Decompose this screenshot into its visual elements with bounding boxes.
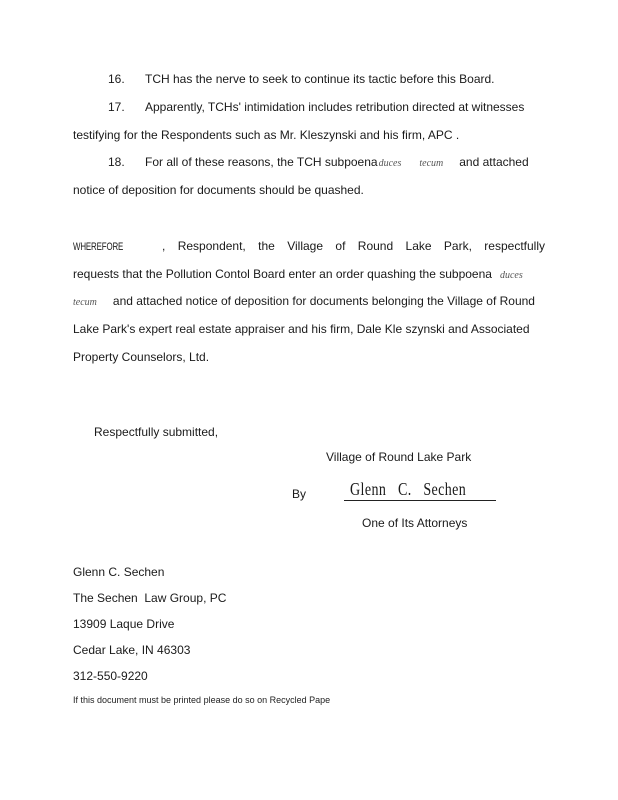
paragraph-17-line-2: testifying for the Respondents such as Mr. Kleszynski and his firm, APC . — [73, 128, 460, 142]
wherefore-line-3-text: and attached notice of deposition for documents belonging the Village of Round — [112, 294, 535, 308]
tecum-italic-2: tecum — [73, 297, 97, 308]
wherefore-line-3 — [73, 294, 535, 308]
paragraph-17-line-1: Apparently, TCHs' intimidation includes retribution directed at witnesses — [145, 100, 525, 114]
attorney-role: One of Its Attorneys — [362, 516, 468, 530]
wherefore-line-1-text: , Respondent, the Village of Round Lake Park, respectfully — [162, 239, 545, 253]
duces-italic-2: duces — [499, 270, 523, 281]
wherefore-line-4: Lake Park's expert real estate appraiser and his firm, Dale Kle szynski and Associated — [73, 322, 530, 336]
duces-italic: duces — [378, 158, 402, 169]
signature: Glenn C. Sechen — [350, 479, 467, 499]
respectfully-submitted: Respectfully submitted, — [94, 425, 219, 439]
recycle-note: If this document must be printed please do so on Recycled Pape — [73, 695, 331, 705]
contact-phone: 312-550-9220 — [73, 669, 148, 683]
wherefore-line-5: Property Counselors, Ltd. — [73, 350, 210, 364]
wherefore-lead: WHEREFORE — [73, 241, 124, 253]
paragraph-number-17: 17. — [108, 100, 125, 114]
wherefore-line-1 — [73, 239, 545, 253]
tecum-italic: tecum — [419, 158, 444, 169]
paragraph-18-text-post: and attached — [459, 155, 529, 169]
paragraph-18-line-1 — [145, 155, 529, 169]
contact-name: Glenn C. Sechen — [73, 565, 165, 579]
paragraph-18-text-pre: For all of these reasons, the TCH subpoena — [145, 155, 378, 169]
signature-line — [344, 500, 496, 501]
paragraph-number-18: 18. — [108, 155, 125, 169]
contact-street: 13909 Laque Drive — [73, 617, 175, 631]
party-name: Village of Round Lake Park — [326, 450, 472, 464]
contact-firm: The Sechen Law Group, PC — [73, 591, 227, 605]
wherefore-line-2-text: requests that the Pollution Contol Board enter an order quashing the subpoena — [73, 267, 492, 281]
contact-city: Cedar Lake, IN 46303 — [73, 643, 191, 657]
by-label: By — [292, 487, 307, 501]
paragraph-16-text: TCH has the nerve to seek to continue its tactic before this Board. — [145, 72, 495, 86]
wherefore-line-2 — [73, 267, 523, 281]
paragraph-18-line-2: notice of deposition for documents should be quashed. — [73, 183, 364, 197]
paragraph-number-16: 16. — [108, 72, 125, 86]
